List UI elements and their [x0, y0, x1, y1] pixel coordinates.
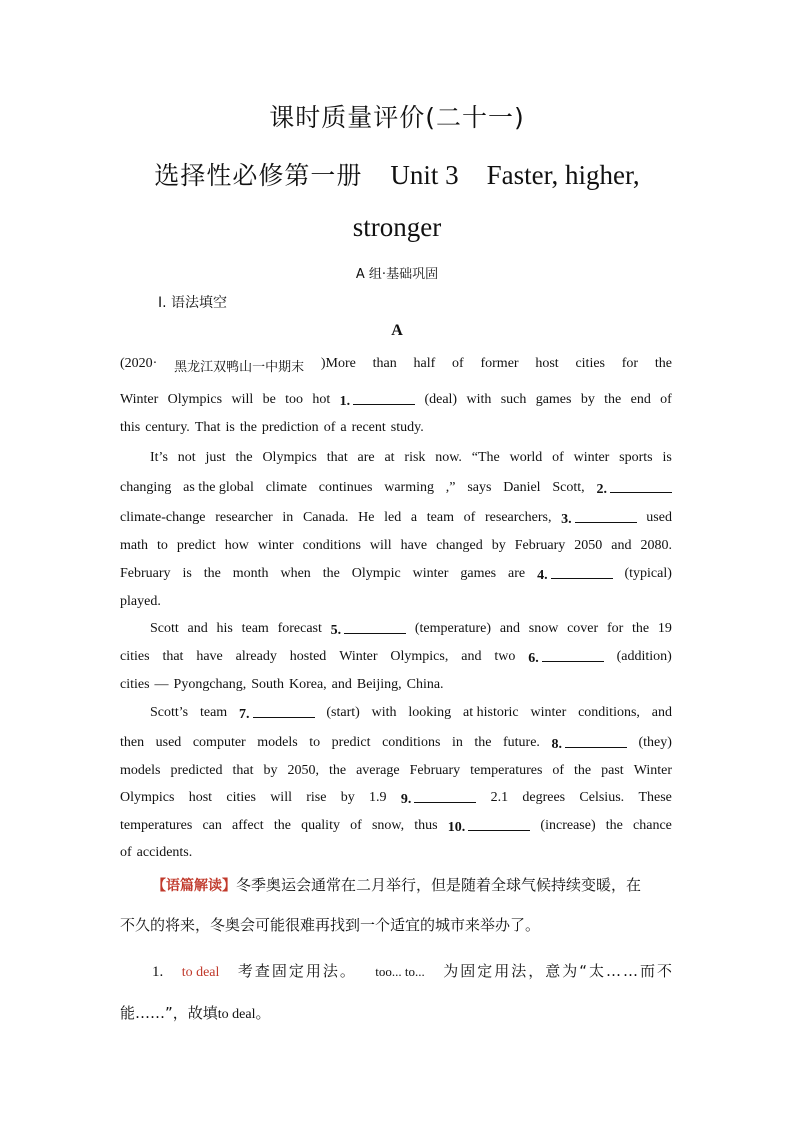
passage-word: at: [384, 450, 395, 465]
passage-word: when: [280, 566, 311, 581]
passage-word: a: [410, 510, 418, 525]
answer-value: to deal: [181, 965, 220, 980]
passage-word: models: [257, 735, 298, 750]
passage-word: says: [467, 480, 492, 495]
blank-number: [401, 790, 477, 808]
subtitle-book: 选择性必修第一册: [154, 161, 363, 190]
fill-in-blank[interactable]: [414, 790, 476, 803]
passage-word: of: [120, 845, 132, 860]
passage-word: That: [194, 420, 221, 435]
passage-word: then: [120, 735, 145, 750]
passage-line: [120, 845, 672, 861]
fill-in-blank[interactable]: [468, 818, 530, 831]
blank-number: [537, 566, 613, 584]
passage-word: team: [426, 510, 454, 525]
passage-word: half: [413, 356, 436, 371]
passage-word: the: [273, 818, 291, 833]
passage-word: the: [239, 420, 257, 435]
passage-word: Scott,: [552, 480, 585, 495]
passage-word: February: [514, 538, 566, 553]
blank-label: 8.: [551, 737, 562, 752]
subtitle-topic: Faster, higher,: [486, 160, 640, 190]
passage-word: cover: [567, 621, 599, 636]
passage-word: at historic: [463, 705, 519, 720]
passage-word: rise: [306, 790, 327, 805]
blank-label: 3.: [561, 512, 572, 527]
passage-word: and: [611, 538, 632, 553]
passage-word: Winter: [339, 649, 378, 664]
passage-word: his: [216, 621, 233, 636]
passage-word: are: [508, 566, 526, 581]
passage-word: how: [224, 538, 249, 553]
passage-line: [120, 594, 672, 610]
blank-label: 7.: [239, 707, 250, 722]
passage-word: thus: [414, 818, 438, 833]
answer-explain1: 考查固定用法。: [237, 962, 357, 980]
passage-word: used: [646, 510, 672, 525]
passage-word: for: [606, 621, 624, 636]
passage-word: team: [241, 621, 269, 636]
passage-word: winter: [573, 450, 610, 465]
passage-word: Beijing,: [356, 677, 402, 692]
passage-word: with: [371, 705, 397, 720]
fill-in-blank[interactable]: [610, 480, 672, 493]
passage-word: of: [323, 420, 336, 435]
passage-line: [120, 480, 672, 498]
passage-word: (addition): [616, 649, 672, 664]
passage-word: are: [357, 450, 375, 465]
passage-word: forecast: [277, 621, 322, 636]
answer-fill: to deal: [217, 1007, 256, 1022]
passage-line: [150, 621, 672, 639]
passage-word: ,”: [445, 480, 456, 495]
passage-word: of: [660, 392, 672, 407]
note-text-line1: 冬季奥运会通常在二月举行，但是随着全球气候持续变暖，在: [236, 876, 642, 894]
answer-pattern: too... to...: [375, 964, 425, 979]
passage-word: by: [491, 538, 506, 553]
passage-word: to: [156, 538, 168, 553]
passage-word: the: [574, 763, 592, 778]
passage-word: just: [205, 450, 226, 465]
passage-word: is: [225, 420, 235, 435]
blank-label: 2.: [596, 482, 607, 497]
passage-word: cities: [120, 649, 150, 664]
passage-word: (start): [326, 705, 360, 720]
blank-number: [340, 392, 416, 410]
passage-word: now.: [435, 450, 462, 465]
passage-word: researcher: [215, 510, 273, 525]
subtitle-unit: Unit 3: [390, 160, 459, 190]
passage-word: that: [232, 763, 254, 778]
blank-number: [239, 705, 315, 723]
passage-word: led: [384, 510, 402, 525]
passage-word: to: [309, 735, 321, 750]
passage-word: games: [535, 392, 572, 407]
passage-line: [120, 538, 672, 554]
passage-label: A: [391, 322, 403, 339]
passage-word: continues: [318, 480, 373, 495]
passage-word: China.: [406, 677, 444, 692]
passage-word: average: [356, 763, 400, 778]
passage-word: Scott’s: [150, 705, 189, 720]
fill-in-blank[interactable]: [542, 649, 604, 662]
passage-word: “The: [471, 450, 500, 465]
passage-word: winter: [257, 538, 294, 553]
passage-line: [120, 566, 672, 584]
passage-word: conditions: [302, 538, 361, 553]
passage-word: the: [474, 735, 492, 750]
passage-line: [150, 705, 672, 723]
passage-word: study.: [390, 420, 424, 435]
passage-word: (deal): [424, 392, 458, 407]
blank-label: 5.: [330, 623, 342, 638]
passage-word: in: [451, 735, 463, 750]
passage-line: [120, 510, 672, 528]
passage-word: the: [322, 566, 340, 581]
passage-word: cities: [226, 790, 256, 805]
passage-word: played.: [120, 594, 161, 609]
passage-word: past: [601, 763, 624, 778]
group-heading: A 组·基础巩固: [355, 267, 439, 282]
passage-word: snow: [528, 621, 559, 636]
passage-word: )More: [320, 356, 356, 371]
passage-word: will: [369, 538, 392, 553]
passage-word: hosted: [289, 649, 327, 664]
fill-in-blank[interactable]: [551, 566, 613, 579]
passage-word: climate-change: [120, 510, 206, 525]
passage-word: is: [662, 450, 672, 465]
passage-word: recent: [351, 420, 386, 435]
passage-word: the: [328, 763, 347, 778]
passage-word: century.: [145, 420, 190, 435]
passage-word: Pyongchang,: [173, 677, 247, 692]
passage-word: looking: [408, 705, 452, 720]
passage-word: two: [494, 649, 516, 664]
note-tag: 【语篇解读】: [152, 878, 236, 894]
passage-word: the: [235, 450, 253, 465]
passage-word: will: [270, 790, 292, 805]
passage-word: for: [621, 356, 639, 371]
passage-word: of: [552, 763, 565, 778]
passage-word: this: [120, 420, 141, 435]
passage-word: snow,: [371, 818, 405, 833]
passage-word: These: [638, 790, 672, 805]
answer-number: 1.: [152, 964, 164, 980]
passage-word: —: [154, 677, 169, 692]
passage-word: Winter: [633, 763, 672, 778]
subtitle-continued: stronger: [352, 212, 442, 242]
passage-word: prediction: [261, 420, 319, 435]
passage-word: games: [460, 566, 497, 581]
passage-word: (they): [638, 735, 672, 750]
passage-word: models: [120, 763, 161, 778]
passage-word: Scott: [150, 621, 179, 636]
passage-line: [120, 420, 672, 436]
passage-word: Daniel: [503, 480, 541, 495]
passage-word: host: [535, 356, 559, 371]
blank-number: [561, 510, 637, 528]
passage-word: than: [372, 356, 397, 371]
passage-line: [120, 790, 672, 808]
blank-number: [331, 621, 407, 639]
passage-word: (2020·: [120, 356, 158, 371]
passage-word: of: [463, 510, 476, 525]
passage-word: Canada.: [302, 510, 349, 525]
passage-word: and: [651, 705, 672, 720]
passage-word: South: [251, 677, 284, 692]
fill-in-blank[interactable]: [253, 705, 315, 718]
passage-line: [120, 735, 672, 753]
passage-word: degrees: [522, 790, 566, 805]
passage-word: risk: [404, 450, 426, 465]
passage-word: by: [340, 790, 355, 805]
passage-word: chance: [633, 818, 672, 833]
passage-word: 2080.: [640, 538, 672, 553]
passage-word: and: [331, 677, 352, 692]
passage-word: predict: [331, 735, 371, 750]
fill-in-blank[interactable]: [344, 621, 406, 634]
passage-word: that: [326, 450, 348, 465]
passage-word: predict: [176, 538, 216, 553]
answer-explain2: 为固定用法，意为“太……而不: [443, 962, 674, 980]
passage-word: the: [654, 356, 672, 371]
blank-label: 1.: [339, 394, 351, 409]
passage-word: and: [499, 621, 521, 636]
passage-word: Korea,: [288, 677, 327, 692]
passage-word: 19: [657, 621, 672, 636]
blank-number: [528, 649, 604, 667]
passage-word: researchers,: [485, 510, 552, 525]
passage-word: predicted: [170, 763, 223, 778]
passage-word: is: [182, 566, 192, 581]
passage-word: Winter: [120, 392, 159, 407]
passage-word: Olympics: [120, 790, 175, 805]
passage-word: in: [282, 510, 294, 525]
answer-end: 。: [255, 1004, 271, 1022]
passage-word: cities: [120, 677, 150, 692]
passage-line: [120, 763, 672, 779]
fill-in-blank[interactable]: [575, 510, 637, 523]
passage-word: Celsius.: [579, 790, 625, 805]
passage-word: computer: [192, 735, 246, 750]
note-text-line2: 不久的将来，冬奥会可能很难再找到一个适宜的城市来举办了。: [120, 916, 541, 934]
passage-word: He: [358, 510, 375, 525]
passage-word: 1.9: [369, 790, 387, 805]
passage-word: the: [632, 621, 650, 636]
fill-in-blank[interactable]: [353, 392, 415, 405]
passage-word: that: [162, 649, 184, 664]
passage-word: already: [235, 649, 277, 664]
passage-word: hot: [312, 392, 331, 407]
passage-note: [152, 874, 674, 895]
passage-word: 黑龙江双鸭山一中期末: [174, 360, 305, 375]
passage-word: Olympic: [351, 566, 401, 581]
answer-line2: [120, 1002, 271, 1023]
passage-line: [120, 356, 672, 375]
passage-word: team: [199, 705, 228, 720]
answer-line1: [152, 960, 674, 981]
passage-word: (typical): [624, 566, 672, 581]
passage-word: Olympics: [167, 392, 223, 407]
passage-word: temperatures: [120, 818, 193, 833]
passage-word: have: [196, 649, 223, 664]
blank-number: [551, 735, 627, 753]
passage-word: with: [466, 392, 492, 407]
passage-word: too: [285, 392, 304, 407]
passage-word: February: [120, 566, 171, 581]
page-subtitle: [0, 156, 794, 192]
blank-label: 4.: [537, 568, 548, 583]
passage-word: Olympics,: [390, 649, 449, 664]
page-title: 课时质量评价(二十一): [269, 103, 525, 132]
passage-word: 2.1: [490, 790, 509, 805]
passage-word: conditions,: [578, 705, 640, 720]
fill-in-blank[interactable]: [565, 735, 627, 748]
passage-word: used: [155, 735, 182, 750]
passage-line: [120, 818, 672, 836]
passage-word: future.: [503, 735, 540, 750]
passage-word: Olympics: [262, 450, 317, 465]
passage-word: affect: [232, 818, 264, 833]
passage-line: [120, 649, 672, 667]
passage-word: accidents.: [136, 845, 193, 860]
passage-word: the: [604, 392, 622, 407]
passage-word: the: [605, 818, 623, 833]
passage-word: winter: [530, 705, 567, 720]
passage-word: month: [232, 566, 269, 581]
passage-word: changing: [120, 480, 172, 495]
answer-explain3: 能……”，故填: [120, 1004, 218, 1022]
passage-word: not: [177, 450, 196, 465]
passage-word: sports: [619, 450, 653, 465]
passage-word: (temperature): [414, 621, 492, 636]
passage-word: by: [263, 763, 278, 778]
blank-label: 6.: [528, 651, 539, 666]
passage-word: a: [340, 420, 347, 435]
passage-word: host: [188, 790, 213, 805]
passage-word: 2050: [574, 538, 603, 553]
passage-word: the: [203, 566, 221, 581]
passage-word: 2050,: [287, 763, 319, 778]
passage-word: warming: [384, 480, 434, 495]
passage-word: by: [580, 392, 595, 407]
passage-line: [120, 392, 672, 410]
passage-word: It’s: [150, 450, 168, 465]
passage-word: of: [452, 356, 464, 371]
passage-word: changed: [436, 538, 483, 553]
passage-word: such: [500, 392, 527, 407]
passage-word: (increase): [540, 818, 596, 833]
passage-word: conditions: [382, 735, 441, 750]
blank-number: [448, 818, 531, 836]
passage-word: will: [231, 392, 254, 407]
passage-word: former: [480, 356, 519, 371]
passage-word: climate: [265, 480, 307, 495]
passage-word: of: [552, 450, 564, 465]
blank-label: 10.: [447, 820, 466, 835]
passage-line: [120, 677, 672, 693]
passage-word: February: [409, 763, 461, 778]
passage-word: temperatures: [470, 763, 543, 778]
passage-word: cities: [575, 356, 605, 371]
passage-word: as the global: [183, 480, 254, 495]
section-heading: Ⅰ. 语法填空: [158, 295, 228, 311]
passage-word: of: [350, 818, 362, 833]
blank-number: [596, 480, 672, 498]
passage-word: winter: [412, 566, 449, 581]
blank-label: 9.: [400, 792, 412, 807]
passage-word: world: [509, 450, 543, 465]
passage-word: end: [630, 392, 651, 407]
passage-word: and: [187, 621, 208, 636]
passage-word: have: [400, 538, 428, 553]
passage-word: quality: [301, 818, 340, 833]
passage-line: [150, 450, 672, 466]
passage-word: and: [461, 649, 482, 664]
passage-word: be: [262, 392, 276, 407]
passage-word: can: [202, 818, 222, 833]
passage-word: math: [120, 538, 148, 553]
